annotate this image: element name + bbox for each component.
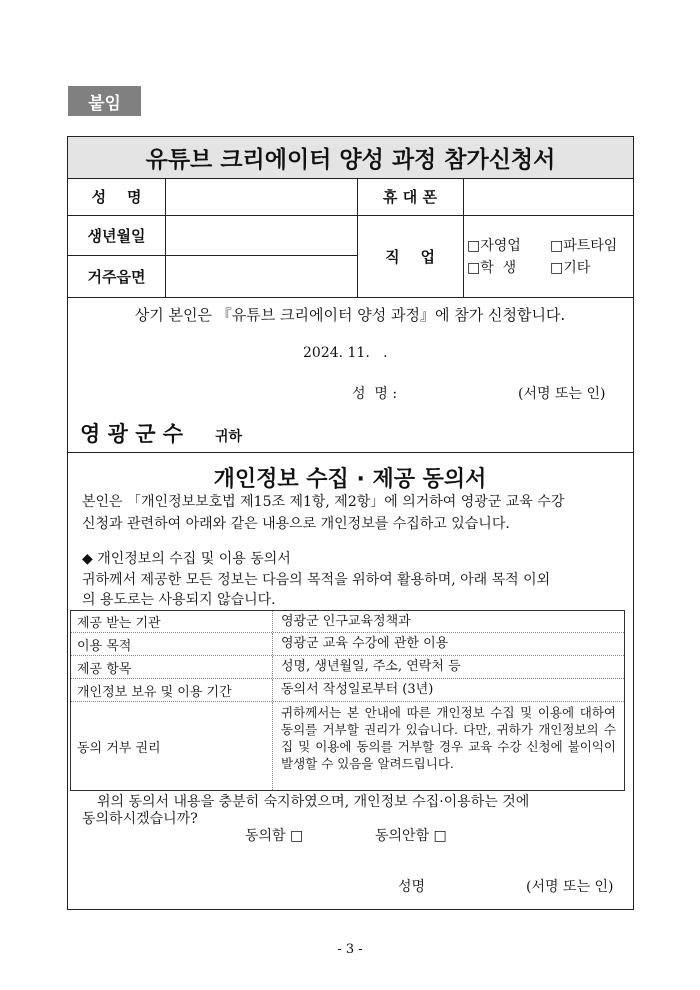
addressee: 영 광 군 수	[80, 421, 184, 446]
job-option-other[interactable]: □기타	[550, 260, 591, 276]
phone-label: 휴 대 폰	[383, 188, 437, 206]
consent-intro-line: 신청과 관련하여 아래와 같은 내용으로 개인정보를 수집하고 있습니다.	[82, 516, 510, 532]
signature-hint: (서명 또는 인)	[518, 386, 606, 402]
birth-label: 생년월일	[87, 226, 146, 245]
table-row	[71, 611, 624, 633]
address-field[interactable]	[166, 255, 357, 297]
consent-question: 위의 동의서 내용을 충분히 숙지하였으며, 개인정보 수집·이용하는 것에	[97, 794, 530, 810]
phone-field[interactable]	[464, 178, 634, 215]
page-number: - 3 -	[337, 942, 363, 957]
consent-signature-label: 성명	[398, 879, 426, 895]
consent-section-text: 의 용도로는 사용되지 않습니다.	[82, 592, 276, 608]
birth-field[interactable]	[166, 215, 357, 255]
job-label: 직 업	[385, 247, 435, 266]
table-row	[71, 656, 624, 679]
job-option-self-employed[interactable]: □자영업	[467, 238, 521, 254]
application-statement: 상기 본인은 『유튜브 크리에이터 양성 과정』에 참가 신청합니다.	[134, 306, 566, 324]
form-title: 유튜브 크리에이터 양성 과정 참가신청서	[68, 137, 633, 178]
table-value: 귀하께서는 본 안내에 따른 개인정보 수집 및 이용에 대하여 동의를 거부할 권리가 있습니다. 다만, 귀하가 개인정보의 수집 및 이용에 동의를 거부할 경우 교육 수강 신청에 불이익이 발생할 수 있음을 알려드립니다.	[281, 705, 616, 771]
job-option-part-time[interactable]: □파트타임	[550, 238, 618, 254]
table-label: 동의 거부 권리	[71, 702, 273, 790]
consent-intro-line: 본인은 「개인정보보호법 제15조 제1항, 제2항」에 의거하여 영광군 교육 수강	[82, 494, 565, 510]
agree-checkbox[interactable]: 동의함 □	[245, 828, 304, 844]
table-label: 개인정보 보유 및 이용 기간	[71, 679, 273, 701]
signature-label: 성 명 :	[352, 386, 398, 402]
table-value: 영광군 인구교육정책과	[281, 614, 411, 629]
name-field[interactable]	[166, 178, 357, 215]
table-row	[71, 633, 624, 656]
addressee-suffix: 귀하	[215, 429, 243, 445]
table-label: 이용 목적	[71, 633, 273, 655]
table-value: 성명, 생년월일, 주소, 연락처 등	[281, 659, 461, 674]
application-date: 2024. 11. .	[303, 345, 388, 361]
consent-title: 개인정보 수집 · 제공 동의서	[213, 467, 487, 492]
address-label: 거주읍면	[87, 267, 146, 286]
consent-section-title: ◆ 개인정보의 수집 및 이용 동의서	[82, 551, 291, 567]
attachment-badge: 붙임	[68, 86, 141, 116]
job-option-student[interactable]: □학 생	[467, 260, 517, 276]
consent-table	[70, 610, 625, 791]
table-value: 동의서 작성일로부터 (3년)	[281, 682, 434, 697]
consent-signature-hint: (서명 또는 인)	[526, 879, 614, 895]
divider	[68, 452, 634, 453]
table-row	[71, 679, 624, 702]
table-value: 영광군 교육 수강에 관한 이용	[281, 636, 449, 651]
divider	[68, 297, 634, 298]
consent-question: 동의하시겠습니까?	[82, 811, 198, 827]
table-row	[71, 702, 624, 790]
table-label: 제공 받는 기관	[71, 611, 273, 632]
table-label: 제공 항목	[71, 656, 273, 678]
name-label: 성 명	[91, 188, 142, 206]
disagree-checkbox[interactable]: 동의안함 □	[375, 828, 447, 844]
consent-section-text: 귀하께서 제공한 모든 정보는 다음의 목적을 위하여 활용하며, 아래 목적 이외	[82, 572, 551, 588]
